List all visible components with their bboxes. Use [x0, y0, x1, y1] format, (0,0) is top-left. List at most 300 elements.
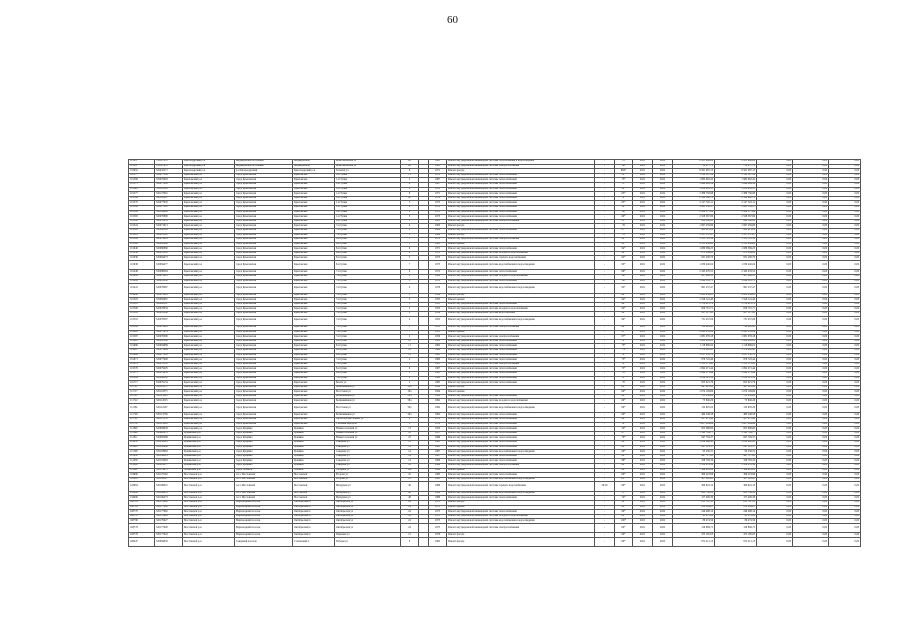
table-cell: 0,00: [793, 279, 829, 284]
table-cell: 0,00: [757, 298, 793, 303]
table-cell: 0,00: [829, 247, 861, 252]
table-cell: 0,00: [757, 219, 793, 224]
table-cell: 0,00: [757, 335, 793, 340]
table-cell: город Кущёвка: [235, 454, 293, 459]
table-cell: 1-й Тупик: [335, 182, 401, 187]
table-cell: 1978: [429, 284, 447, 293]
table-cell: Крыловский р-н: [183, 192, 235, 197]
table-cell: 24: [401, 500, 419, 505]
table-cell: 1966: [429, 464, 447, 469]
table-cell: город Крыловская: [235, 187, 293, 192]
table-cell: -: [595, 261, 615, 270]
table-cell: Ремонт внутридомовой инженерной системы теплоснабжения: [447, 201, 595, 206]
table-cell: город Крыловская: [235, 358, 293, 363]
table-cell: 2021: [633, 325, 653, 330]
table-cell: 8: [401, 192, 419, 197]
table-cell: 2021: [633, 178, 653, 183]
table-cell: 1 750 915,72: [673, 302, 715, 307]
table-cell: 345094832: [155, 537, 183, 546]
table-cell: Крыловская: [293, 316, 335, 325]
table-cell: 14: [401, 454, 419, 459]
table-cell: 0,00: [829, 431, 861, 436]
table-cell: 2021: [633, 390, 653, 395]
table-cell: 1976: [429, 196, 447, 201]
table-cell: 1972: [429, 418, 447, 423]
table-cell: 2021: [633, 173, 653, 178]
table-cell: 345169127: [155, 477, 183, 482]
table-cell: 5: [401, 371, 419, 376]
table-cell: 2021: [633, 404, 653, 413]
table-cell: 2: [401, 381, 419, 386]
table-cell: 345177463: [155, 505, 183, 510]
table-cell: Крыловская: [293, 187, 335, 192]
table-cell: 94*: [615, 293, 633, 298]
table-cell: 955 068,60: [673, 427, 715, 432]
table-cell: Крыловская: [293, 251, 335, 256]
table-cell: Крыловская: [293, 205, 335, 210]
table-cell: 94*: [615, 302, 633, 307]
table-cell: 1 133 571,93: [673, 362, 715, 367]
table-cell: Крыловская: [293, 307, 335, 312]
table-cell: 0,00: [829, 279, 861, 284]
table-cell: город Крыловская: [235, 353, 293, 358]
table-cell: 0,00: [793, 381, 829, 386]
table-cell: 755 838,62: [715, 394, 757, 399]
table-cell: 0,00: [829, 256, 861, 261]
table-cell: 0,00: [829, 381, 861, 386]
table-cell: -: [595, 348, 615, 353]
table-cell: 1 142 704,77: [673, 431, 715, 436]
table-cell: Мостовской р-н: [183, 519, 235, 524]
table-cell: 447 823,41: [715, 385, 757, 390]
table-cell: Ремонт внутридомовой инженерной системы теплоснабжения: [447, 376, 595, 381]
table-cell: Крыловский р-н: [183, 187, 235, 192]
table-cell: 86*: [615, 454, 633, 459]
table-cell: 1962: [429, 344, 447, 349]
table-cell: город Крыловская: [235, 261, 293, 270]
table-cell: 1 158 076,36: [673, 464, 715, 469]
table-cell: 101445: [129, 275, 155, 280]
table-cell: 2022: [653, 256, 673, 261]
table-cell: 1 034 321,14: [673, 376, 715, 381]
table-cell: -: [595, 169, 615, 174]
table-cell: 60*: [615, 385, 633, 390]
table-cell: 0,00: [829, 427, 861, 432]
table-cell: 0,00: [757, 196, 793, 201]
table-cell: 0,00: [829, 473, 861, 478]
table-cell: Крыловская: [293, 325, 335, 330]
table-cell: 2021: [633, 500, 653, 505]
table-cell: Октябрьский п: [293, 519, 335, 524]
table-cell: 2021: [633, 537, 653, 546]
table-cell: 0,00: [793, 238, 829, 243]
table-cell: Ремонт внутридомовой инженерной системы теплоснабжения: [447, 187, 595, 192]
table-cell: 2022: [653, 169, 673, 174]
table-cell: 345179672: [155, 468, 183, 473]
table-cell: 345117976: [155, 418, 183, 423]
table-cell: город Кущёвка: [235, 441, 293, 446]
table-cell: 263 736,10: [673, 491, 715, 496]
table-cell: 1 034 321,14: [715, 376, 757, 381]
table-cell: город Крыловская: [235, 219, 293, 224]
table-cell: 2 045 235,29: [673, 330, 715, 335]
table-cell: 101328: [129, 228, 155, 233]
table-cell: 0,00: [757, 187, 793, 192]
table-cell: 0,00: [793, 491, 829, 496]
table-cell: Крыловская: [293, 302, 335, 307]
table-cell: 0,00: [757, 519, 793, 524]
table-cell: -: [595, 491, 615, 496]
table-cell: 60: [615, 210, 633, 215]
table-cell: 0,00: [757, 450, 793, 455]
table-cell: 1 762 507,16: [673, 173, 715, 178]
table-cell: 2021: [633, 496, 653, 501]
table-cell: Октябрьская ул: [335, 505, 401, 510]
table-cell: Медведовское поселение: [235, 164, 293, 169]
table-cell: 345078105: [155, 362, 183, 367]
table-cell: 100*: [615, 519, 633, 524]
table-cell: 2: [401, 422, 419, 427]
table-cell: город Крыловская: [235, 339, 293, 344]
table-cell: 862 613,29: [715, 228, 757, 233]
table-cell: Ремонт фасада: [447, 233, 595, 238]
table-cell: Верхнеодний поселок: [235, 500, 293, 505]
table-cell: 52*: [615, 173, 633, 178]
table-cell: 345080367: [155, 302, 183, 307]
table-cell: 1971: [429, 169, 447, 174]
table-cell: 2022: [653, 385, 673, 390]
table-cell: 345080860: [155, 247, 183, 252]
table-cell: [419, 316, 429, 325]
table-cell: 345070006: [155, 335, 183, 340]
table-cell: Ремонт внутридомовой инженерной системы теплоснабжения: [447, 353, 595, 358]
table-cell: 0,00: [829, 477, 861, 482]
table-cell: Северная ул: [335, 450, 401, 455]
table-cell: 111599: [129, 450, 155, 455]
table-cell: 972 411,13: [673, 537, 715, 546]
table-cell: -: [595, 450, 615, 455]
table-cell: 7-й тупик: [335, 298, 401, 303]
table-cell: Ремонт внутридомовой инженерной системы электроснабжения: [447, 238, 595, 243]
table-cell: 87*: [615, 335, 633, 340]
table-cell: 72*: [615, 376, 633, 381]
table-cell: 2021: [633, 450, 653, 455]
table-cell: 0,00: [793, 496, 829, 501]
table-cell: -: [595, 210, 615, 215]
table-cell: 108447: [129, 537, 155, 546]
table-cell: 8 561 087,13: [673, 169, 715, 174]
table-cell: -: [595, 445, 615, 450]
table-cell: Мостовской р-н: [183, 500, 235, 505]
table-cell: 101441: [129, 284, 155, 293]
table-cell: 249 498,14: [673, 510, 715, 515]
table-cell: -: [595, 178, 615, 183]
table-cell: 0,00: [829, 514, 861, 519]
table-cell: 0,00: [829, 404, 861, 413]
table-cell: 2022: [653, 454, 673, 459]
table-cell: 0,00: [793, 413, 829, 418]
table-cell: 0,00: [829, 413, 861, 418]
table-cell: 1970: [429, 173, 447, 178]
table-cell: 2022: [653, 390, 673, 395]
table-cell: 0,00: [793, 210, 829, 215]
table-cell: Кущёвка: [293, 450, 335, 455]
table-cell: 101571: [129, 182, 155, 187]
table-cell: -: [595, 270, 615, 275]
table-cell: п.г.т. Мостовской: [235, 473, 293, 478]
table-cell: -: [595, 399, 615, 404]
table-cell: Крыловский р-н: [183, 353, 235, 358]
table-cell: 2022: [653, 468, 673, 473]
table-cell: город Кущёвка: [235, 431, 293, 436]
table-cell: Крыловская: [293, 367, 335, 372]
table-cell: -: [595, 464, 615, 469]
table-cell: Новый сельский ул: [335, 431, 401, 436]
table-cell: 1966: [429, 436, 447, 441]
table-row: [129, 284, 861, 293]
table-cell: Крыловский р-н: [183, 312, 235, 317]
table-cell: город Крыловская: [235, 381, 293, 386]
table-cell: Крыловский р-н: [183, 256, 235, 261]
table-cell: 111731: [129, 422, 155, 427]
table-cell: 94*: [615, 307, 633, 312]
table-cell: 94*: [615, 298, 633, 303]
table-cell: 2022: [653, 358, 673, 363]
table-cell: 345169455: [155, 491, 183, 496]
table-cell: 1957: [429, 431, 447, 436]
table-cell: Ремонт внутридомовой инженерной системы теплоснабжения: [447, 367, 595, 372]
table-cell: 7-й тупик: [335, 293, 401, 298]
table-cell: 1975: [429, 519, 447, 524]
table-cell: 2021: [633, 261, 653, 270]
table-cell: город Крыловская: [235, 201, 293, 206]
table-cell: Крыловский р-н: [183, 399, 235, 404]
table-cell: 0,00: [757, 325, 793, 330]
table-cell: 0,00: [829, 362, 861, 367]
table-cell: 2021: [633, 362, 653, 367]
table-cell: 118606: [129, 496, 155, 501]
table-cell: 108790: [129, 519, 155, 524]
table-cell: 2022: [653, 464, 673, 469]
table-cell: Ремонт внутридомовой инженерной системы теплоснабжения: [447, 182, 595, 187]
table-cell: 457 298,13: [673, 275, 715, 280]
table-cell: город Крыловская: [235, 307, 293, 312]
table-cell: 345077861: [155, 353, 183, 358]
table-cell: 2: [401, 312, 419, 317]
table-cell: 0,00: [829, 358, 861, 363]
table-cell: город Кущёвка: [235, 445, 293, 450]
table-cell: 126 869,75: [715, 523, 757, 532]
table-cell: 101560: [129, 219, 155, 224]
table-cell: 345084477: [155, 261, 183, 270]
table-cell: 0,00: [793, 293, 829, 298]
table-cell: 2022: [653, 422, 673, 427]
table-cell: 1955: [429, 302, 447, 307]
table-cell: Крыловская: [293, 339, 335, 344]
table-cell: 60*: [615, 537, 633, 546]
table-cell: Крыловская: [293, 196, 335, 201]
table-cell: 101667: [129, 348, 155, 353]
table-cell: 2 459 577,69: [715, 210, 757, 215]
table-cell: 0,00: [793, 459, 829, 464]
table-cell: 2022: [653, 298, 673, 303]
table-cell: 0,00: [829, 390, 861, 395]
table-cell: -: [595, 468, 615, 473]
table-cell: -: [595, 441, 615, 446]
table-cell: 345112025: [155, 399, 183, 404]
table-cell: -: [595, 362, 615, 367]
table-cell: 2 955 948,06: [715, 160, 757, 165]
table-cell: 1973: [429, 215, 447, 220]
table-cell: 345079154: [155, 381, 183, 386]
table-cell: 0,00: [793, 298, 829, 303]
table-cell: 4: [401, 224, 419, 229]
table-cell: 215 787,13: [673, 500, 715, 505]
table-cell: 0,00: [793, 312, 829, 317]
table-cell: 2022: [653, 164, 673, 169]
table-cell: Крыловская: [293, 279, 335, 284]
table-cell: -: [595, 160, 615, 165]
table-cell: город Крыловская: [235, 348, 293, 353]
table-cell: 132 805,20: [715, 404, 757, 413]
table-cell: 0,00: [757, 215, 793, 220]
table-cell: 0,00: [829, 500, 861, 505]
table-cell: Белинвайкина ул: [335, 385, 401, 390]
table-cell: 345259025: [155, 441, 183, 446]
table-cell: 70*: [615, 436, 633, 441]
table-cell: 73 846,26: [715, 399, 757, 404]
table-cell: Мостовской р-н: [183, 491, 235, 496]
table-cell: [419, 523, 429, 532]
table-cell: 2021: [633, 316, 653, 325]
table-cell: Октябрьская ул: [335, 500, 401, 505]
table-cell: 2021: [633, 247, 653, 252]
table-cell: 58а: [401, 385, 419, 390]
table-cell: Октябрьский п: [293, 514, 335, 519]
table-cell: 1985: [429, 164, 447, 169]
table-cell: 132 805,20: [673, 404, 715, 413]
table-cell: Мостовской: [293, 496, 335, 501]
table-cell: 4: [401, 418, 419, 423]
table-cell: 1 750 915,72: [715, 302, 757, 307]
table-cell: Крыловская: [293, 390, 335, 395]
table-cell: 970 722,44: [673, 358, 715, 363]
table-cell: город Крыловская: [235, 376, 293, 381]
table-cell: 0,00: [757, 210, 793, 215]
table-cell: 24: [401, 519, 419, 524]
table-cell: Крыловский р-н: [183, 330, 235, 335]
table-cell: Ремонт внутридомовой инженерной системы теплоснабжения: [447, 427, 595, 432]
table-cell: город Крыловская: [235, 210, 293, 215]
table-cell: Крыловская: [293, 353, 335, 358]
table-cell: 2022: [653, 224, 673, 229]
table-cell: 1975: [429, 523, 447, 532]
table-cell: 0,00: [829, 468, 861, 473]
table-cell: 7-й тупик: [335, 316, 401, 325]
table-cell: 74*: [615, 496, 633, 501]
table-cell: 0,00: [793, 468, 829, 473]
table-cell: 2021: [633, 335, 653, 340]
table-cell: Мостовской: [293, 473, 335, 478]
table-cell: -: [595, 219, 615, 224]
table-cell: 2021: [633, 418, 653, 423]
table-cell: 101505: [129, 298, 155, 303]
table-cell: Крыловский р-н: [183, 385, 235, 390]
table-cell: 0,00: [757, 464, 793, 469]
table-cell: 0,00: [829, 519, 861, 524]
table-cell: город Крыловская: [235, 256, 293, 261]
table-cell: 2022: [653, 362, 673, 367]
table-cell: Ремонт фасада: [447, 224, 595, 229]
table-cell: город Крыловская: [235, 233, 293, 238]
table-cell: 1967: [429, 182, 447, 187]
table-cell: 2022: [653, 533, 673, 538]
table-cell: -: [595, 228, 615, 233]
table-cell: 111860: [129, 464, 155, 469]
table-cell: 40: [401, 482, 419, 491]
table-cell: 60: [615, 275, 633, 280]
table-cell: 118601: [129, 477, 155, 482]
table-cell: 417 517,41: [673, 312, 715, 317]
table-cell: 88*: [615, 464, 633, 469]
table-cell: 60*: [615, 399, 633, 404]
table-cell: город Крыловская: [235, 293, 293, 298]
table-cell: 0,00: [793, 394, 829, 399]
table-cell: 13: [401, 427, 419, 432]
table-cell: Краснодарский р-н: [183, 160, 235, 165]
table-cell: 24: [401, 514, 419, 519]
table-cell: город Кущёвка: [235, 459, 293, 464]
table-cell: 14: [401, 459, 419, 464]
table-cell: 1970: [429, 279, 447, 284]
table-cell: Мичурина ул: [335, 491, 401, 496]
table-cell: 345086094: [155, 270, 183, 275]
table-cell: Ремонт крыши: [447, 330, 595, 335]
table-cell: 111940: [129, 431, 155, 436]
table-cell: 7-й тупик: [335, 275, 401, 280]
table-cell: 111952: [129, 454, 155, 459]
table-cell: Верхнеодний поселок: [235, 519, 293, 524]
table-cell: Мостовской р-н: [183, 523, 235, 532]
table-cell: 1975: [429, 500, 447, 505]
table-cell: 1 526 141,40: [715, 298, 757, 303]
table-cell: Ремонт внутридомовой инженерной системы теплоснабжения: [447, 358, 595, 363]
table-cell: Белинвайкина ул: [335, 394, 401, 399]
table-cell: 0,00: [793, 477, 829, 482]
table-cell: -: [595, 325, 615, 330]
table-cell: Крыловский р-н: [183, 418, 235, 423]
table-cell: 8 561 087,13: [715, 169, 757, 174]
table-cell: [419, 482, 429, 491]
table-cell: Крыловская: [293, 293, 335, 298]
table-cell: 1974: [429, 422, 447, 427]
table-cell: 101526: [129, 242, 155, 247]
table-cell: 1 007 004,86: [673, 422, 715, 427]
table-cell: 1985: [429, 381, 447, 386]
table-cell: 25: [401, 473, 419, 478]
table-cell: 0,00: [829, 192, 861, 197]
table-cell: 0,00: [829, 242, 861, 247]
table-cell: Егорова ул: [335, 477, 401, 482]
table-cell: Крыловский р-н: [183, 275, 235, 280]
table-cell: 55: [615, 371, 633, 376]
table-cell: 0,00: [829, 233, 861, 238]
table-cell: 2021: [633, 445, 653, 450]
table-cell: 86*: [615, 270, 633, 275]
table-cell: 2 459 577,69: [673, 210, 715, 215]
table-cell: Ремонт внутридомовой инженерной системы теплоснабжения: [447, 381, 595, 386]
table-cell: 8-й тупик: [335, 371, 401, 376]
